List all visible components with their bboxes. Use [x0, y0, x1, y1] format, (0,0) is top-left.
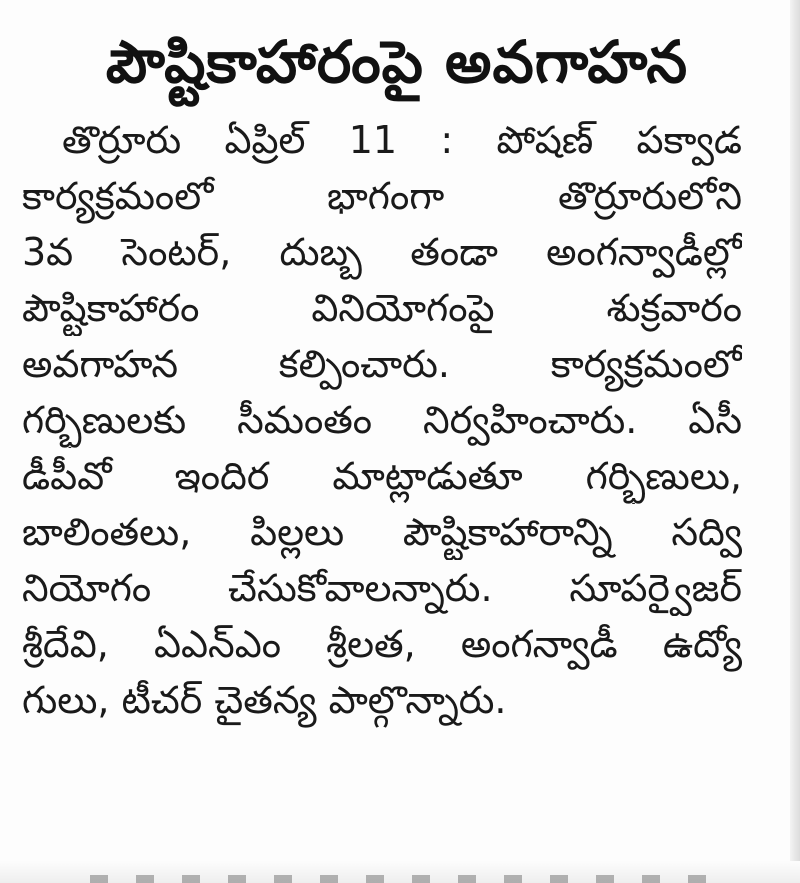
- article-line: తొర్రూరు ఏప్రిల్ 11 : పోషణ్ పక్వాడ: [62, 118, 742, 162]
- article-line: బాలింతలు, పిల్లలు పౌష్టికాహారాన్ని సద్వి: [22, 510, 742, 554]
- article-line: డీపీవో ఇందిర మాట్లాడుతూ గర్భిణులు,: [22, 454, 742, 498]
- article-line: గర్భిణులకు సీమంతం నిర్వహించారు. ఏసీ: [22, 398, 742, 442]
- article-body: [22, 112, 742, 728]
- scan-edge-right: [790, 0, 800, 883]
- article-line: అవగాహన కల్పించారు. కార్యక్రమంలో: [22, 342, 742, 386]
- article-line: కార్యక్రమంలో భాగంగా తొర్రూరులోని: [22, 174, 742, 218]
- article-line: పౌష్టికాహారం వినియోగంపై శుక్రవారం: [22, 286, 742, 330]
- article-line: 3వ సెంటర్, దుబ్బ తండా అంగన్వాడీల్లో: [22, 230, 742, 274]
- cropped-text-fragment: [90, 875, 730, 883]
- article-line: గులు, టీచర్ చైతన్య పాల్గొన్నారు.: [22, 678, 507, 722]
- article-line: శ్రీదేవి, ఏఎన్ఎం శ్రీలత, అంగన్వాడీ ఉద్యో: [22, 622, 742, 666]
- article-headline: పౌష్టికాహారంపై అవగాహన: [105, 28, 689, 96]
- article-line: నియోగం చేసుకోవాలన్నారు. సూపర్వైజర్: [22, 566, 742, 610]
